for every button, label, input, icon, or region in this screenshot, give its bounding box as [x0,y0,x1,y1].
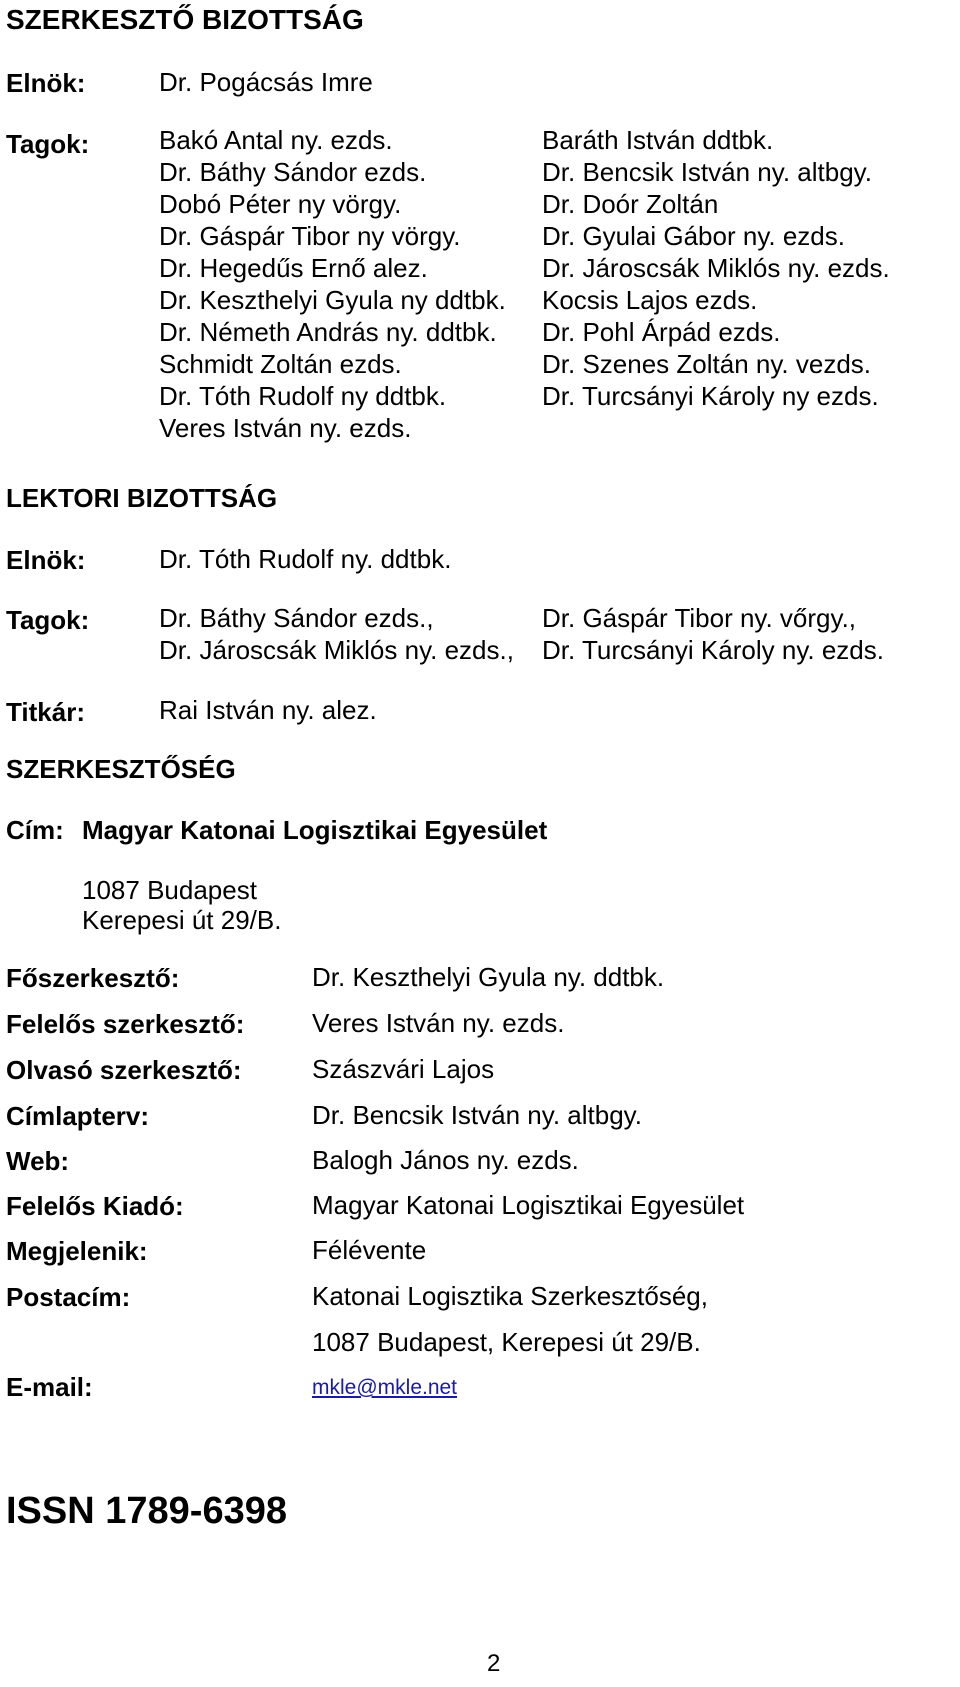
review-members-right [542,602,884,666]
editorial-members-right [542,124,890,412]
email-link[interactable]: mkle@mkle.net [312,1376,458,1399]
member-name: Dr. Hegedűs Ernő alez. [159,253,428,283]
office-title: SZERKESZTŐSÉG [6,754,236,784]
review-board-title: LEKTORI BIZOTTSÁG [6,483,278,513]
staff-label: Főszerkesztő: [6,963,180,993]
review-members-label: Tagok: [6,605,90,635]
staff-label: Postacím: [6,1282,131,1312]
staff-label: Felelős Kiadó: [6,1191,184,1221]
staff-value: Dr. Keszthelyi Gyula ny. ddtbk. [312,962,665,992]
editorial-members-label: Tagok: [6,129,90,159]
staff-value: Veres István ny. ezds. [312,1008,565,1038]
email-label: E-mail: [6,1372,93,1402]
member-name: Dr. Gáspár Tibor ny vörgy. [159,221,461,251]
member-name: Dr. Jároscsák Miklós ny. ezds. [542,253,890,283]
member-name: Dr. Tóth Rudolf ny ddtbk. [159,381,447,411]
staff-label: Címlapterv: [6,1101,150,1131]
member-name: Dr. Turcsányi Károly ny ezds. [542,381,879,411]
staff-value: Katonai Logisztika Szerkesztőség, [312,1281,708,1311]
editorial-board-title: SZERKESZTŐ BIZOTTSÁG [6,4,364,35]
member-name: Dr. Németh András ny. ddtbk. [159,317,497,347]
member-name: Dr. Turcsányi Károly ny. ezds. [542,635,884,665]
staff-value: Szászvári Lajos [312,1054,495,1084]
address-label: Cím: [6,815,64,845]
member-name: Dr. Báthy Sándor ezds., [159,603,434,633]
staff-label: Web: [6,1146,70,1176]
organization-name: Magyar Katonai Logisztikai Egyesület [82,815,548,845]
review-members-left [159,602,514,666]
member-name: Dr. Gáspár Tibor ny. vőrgy., [542,603,857,633]
member-name: Dr. Szenes Zoltán ny. vezds. [542,349,871,379]
staff-value: Dr. Bencsik István ny. altbgy. [312,1100,642,1130]
review-chair-name: Dr. Tóth Rudolf ny. ddtbk. [159,544,452,574]
staff-label: Olvasó szerkesztő: [6,1055,242,1085]
editorial-chair-name: Dr. Pogácsás Imre [159,67,373,97]
member-name: Dr. Pohl Árpád ezds. [542,317,781,347]
member-name: Dobó Péter ny vörgy. [159,189,402,219]
postal-address-line-2: 1087 Budapest, Kerepesi út 29/B. [312,1327,701,1357]
editorial-chair-label: Elnök: [6,68,86,98]
staff-label: Felelős szerkesztő: [6,1009,245,1039]
review-chair-label: Elnök: [6,545,86,575]
secretary-name: Rai István ny. alez. [159,695,377,725]
address-line-2: Kerepesi út 29/B. [82,905,282,935]
editorial-members-left [159,124,506,444]
member-name: Schmidt Zoltán ezds. [159,349,402,379]
member-name: Dr. Bencsik István ny. altbgy. [542,157,872,187]
address-line-1: 1087 Budapest [82,875,257,905]
member-name: Dr. Doór Zoltán [542,189,719,219]
member-name: Dr. Báthy Sándor ezds. [159,157,427,187]
member-name: Dr. Jároscsák Miklós ny. ezds., [159,635,514,665]
staff-value: Balogh János ny. ezds. [312,1145,579,1175]
member-name: Veres István ny. ezds. [159,413,412,443]
secretary-label: Titkár: [6,697,85,727]
staff-value: Félévente [312,1235,427,1265]
member-name: Baráth István ddtbk. [542,125,774,155]
page-number: 2 [487,1650,501,1677]
staff-value: Magyar Katonai Logisztikai Egyesület [312,1190,745,1220]
member-name: Kocsis Lajos ezds. [542,285,758,315]
issn-number: ISSN 1789-6398 [6,1490,287,1532]
member-name: Bakó Antal ny. ezds. [159,125,393,155]
member-name: Dr. Gyulai Gábor ny. ezds. [542,221,845,251]
member-name: Dr. Keszthelyi Gyula ny ddtbk. [159,285,506,315]
staff-label: Megjelenik: [6,1236,148,1266]
